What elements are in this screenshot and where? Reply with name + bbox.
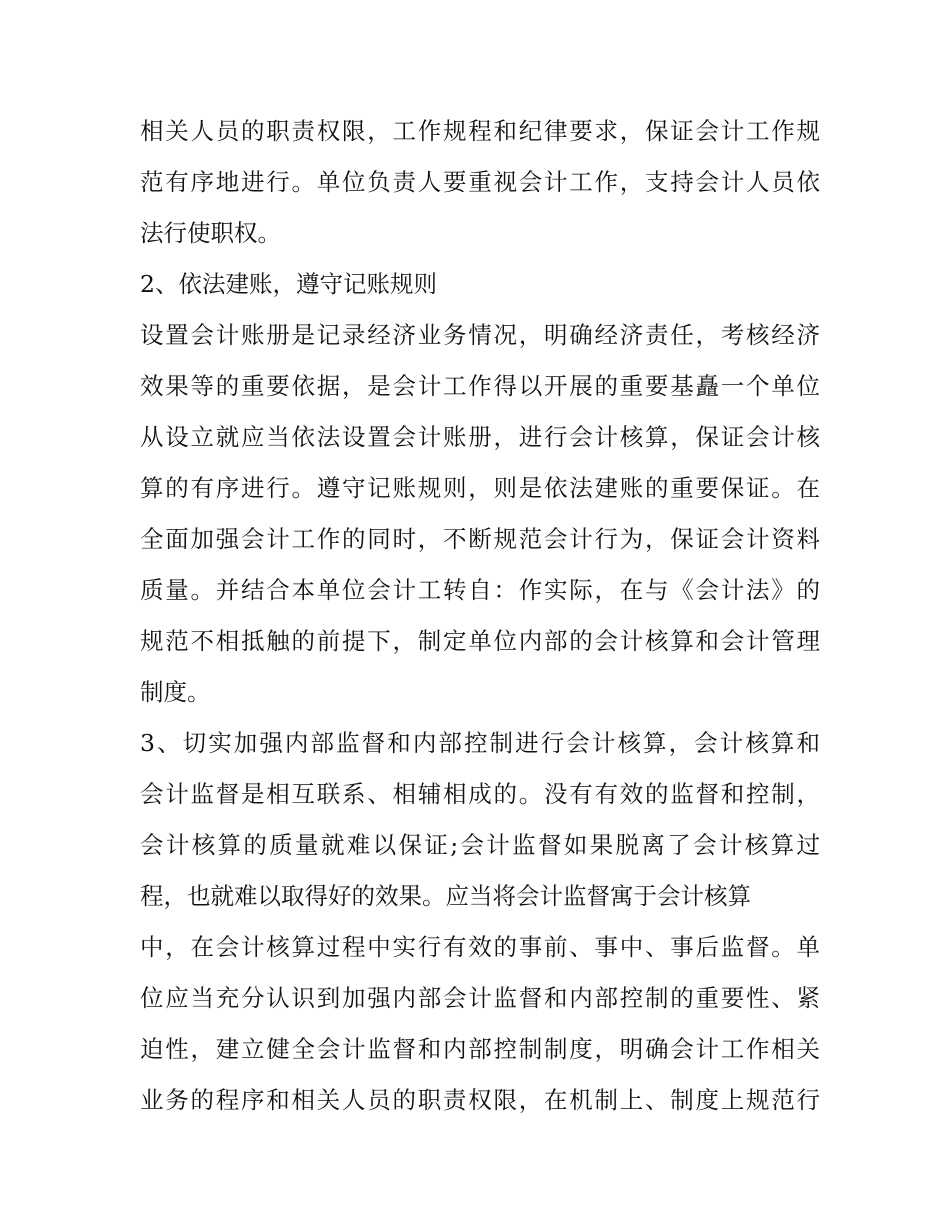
- text-line: 业务的程序和相关人员的职责权限，在机制上、制度上规范行: [140, 1086, 820, 1114]
- text-line: 算的有序进行。遵守记账规则，则是依法建账的重要保证。在: [140, 474, 820, 502]
- text-line: 法行使职权。: [140, 219, 281, 247]
- text-line: 从设立就应当依法设置会计账册，进行会计核算，保证会计核: [140, 423, 820, 451]
- text-line: 程，也就难以取得好的效果。应当将会计监督寓于会计核算: [140, 882, 751, 910]
- text-line: 质量。并结合本单位会计工转自：作实际，在与《会计法》的: [140, 576, 820, 604]
- text-line: 迫性，建立健全会计监督和内部控制制度，明确会计工作相关: [140, 1035, 820, 1063]
- section-heading: 3、切实加强内部监督和内部控制进行会计核算，会计核算和: [140, 729, 820, 757]
- text-line: 设置会计账册是记录经济业务情况，明确经济责任，考核经济: [140, 321, 820, 349]
- text-line: 会计核算的质量就难以保证;会计监督如果脱离了会计核算过: [140, 831, 820, 859]
- section-heading: 2、依法建账，遵守记账规则: [140, 270, 437, 298]
- text-line: 效果等的重要依据，是会计工作得以开展的重要基矗一个单位: [140, 372, 820, 400]
- text-line: 相关人员的职责权限，工作规程和纪律要求，保证会计工作规: [140, 117, 820, 145]
- text-line: 制度。: [140, 678, 211, 706]
- text-line: 位应当充分认识到加强内部会计监督和内部控制的重要性、紧: [140, 984, 820, 1012]
- text-line: 中，在会计核算过程中实行有效的事前、事中、事后监督。单: [140, 933, 820, 961]
- text-line: 范有序地进行。单位负责人要重视会计工作，支持会计人员依: [140, 168, 820, 196]
- text-line: 规范不相抵触的前提下，制定单位内部的会计核算和会计管理: [140, 627, 820, 655]
- text-line: 会计监督是相互联系、相辅相成的。没有有效的监督和控制，: [140, 780, 820, 808]
- document-body: [140, 106, 820, 1126]
- text-line: 全面加强会计工作的同时，不断规范会计行为，保证会计资料: [140, 525, 820, 553]
